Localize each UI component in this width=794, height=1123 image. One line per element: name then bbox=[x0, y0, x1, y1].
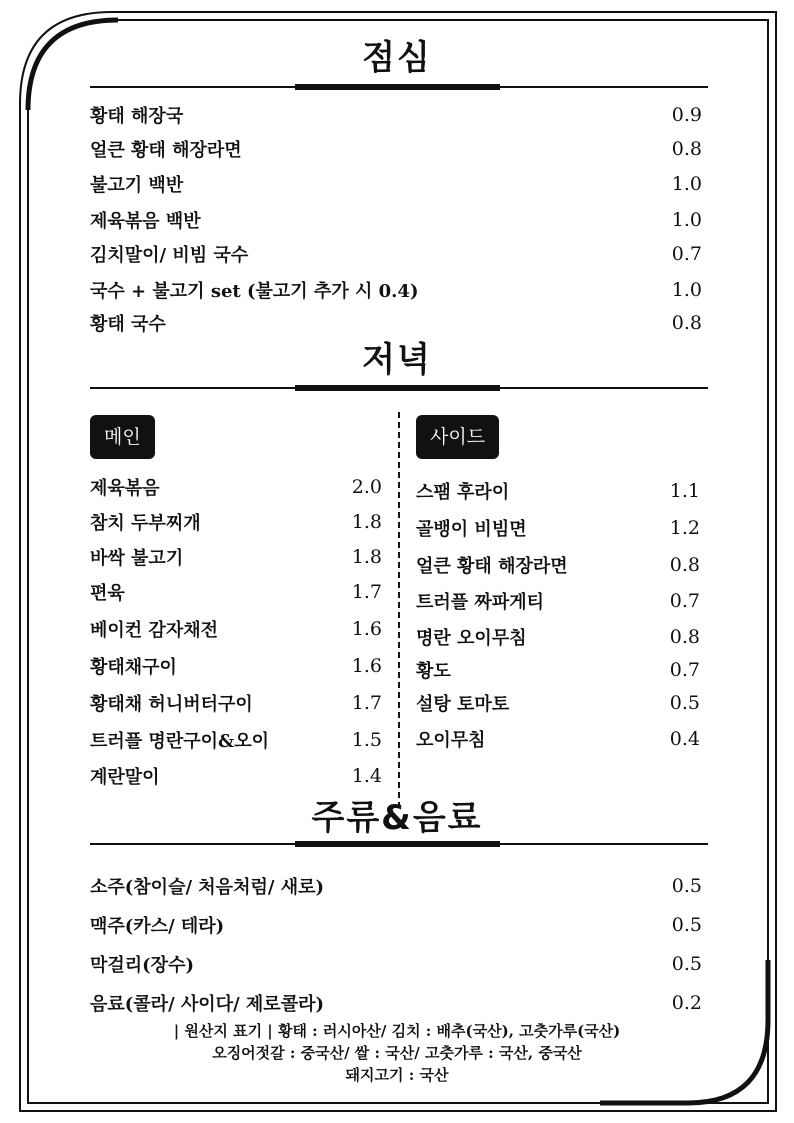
menu-item bbox=[90, 652, 382, 680]
item-price: 0.5 bbox=[671, 914, 702, 936]
menu-item bbox=[90, 872, 702, 900]
item-price: 0.4 bbox=[669, 728, 700, 750]
item-price: 0.8 bbox=[671, 138, 702, 160]
item-name: 황태 해장국 bbox=[90, 106, 184, 127]
menu-item bbox=[90, 689, 382, 717]
item-name: 황태 국수 bbox=[90, 314, 166, 335]
column-divider bbox=[398, 412, 400, 808]
dinner-title: 저녁 bbox=[362, 340, 432, 380]
menu-item bbox=[90, 473, 382, 501]
menu-item bbox=[90, 578, 382, 606]
main-category-label: 메인 bbox=[90, 415, 155, 459]
item-price: 0.8 bbox=[669, 554, 700, 576]
side-category-label: 사이드 bbox=[416, 415, 499, 459]
origin-notes bbox=[0, 1020, 794, 1086]
menu-item bbox=[416, 623, 700, 651]
item-name: 트러플 짜파게티 bbox=[416, 592, 544, 613]
item-price: 0.8 bbox=[669, 626, 700, 648]
item-name: 오이무침 bbox=[416, 730, 486, 751]
item-name: 트러플 명란구이&오이 bbox=[90, 731, 270, 752]
item-price: 1.1 bbox=[669, 480, 700, 502]
menu-item bbox=[90, 543, 382, 571]
item-name: 불고기 백반 bbox=[90, 175, 184, 196]
item-price: 0.5 bbox=[671, 875, 702, 897]
item-price: 0.2 bbox=[671, 992, 702, 1014]
item-price: 1.7 bbox=[351, 581, 382, 603]
item-name: 골뱅이 비빔면 bbox=[416, 519, 527, 540]
item-price: 1.2 bbox=[669, 517, 700, 539]
menu-item bbox=[90, 950, 702, 978]
menu-item bbox=[90, 309, 702, 337]
item-price: 0.7 bbox=[669, 590, 700, 612]
menu-item bbox=[416, 689, 700, 717]
menu-item bbox=[90, 989, 702, 1017]
menu-item bbox=[416, 656, 700, 684]
menu-item bbox=[90, 615, 382, 643]
menu-item bbox=[90, 170, 702, 198]
item-price: 1.6 bbox=[351, 655, 382, 677]
item-name: 스팸 후라이 bbox=[416, 482, 510, 503]
item-price: 1.0 bbox=[671, 279, 702, 301]
menu-item bbox=[90, 206, 702, 234]
dinner-title-rule bbox=[90, 387, 708, 389]
item-name: 소주(참이슬/ 처음처럼/ 새로) bbox=[90, 877, 324, 898]
menu-item bbox=[90, 726, 382, 754]
item-name: 막걸리(장수) bbox=[90, 955, 194, 976]
origin-note-line: | 원산지 표기 | 황태 : 러시아산/ 김치 : 배추(국산), 고춧가루(국산) bbox=[173, 1022, 621, 1040]
origin-note-line: 오징어젓갈 : 중국산/ 쌀 : 국산/ 고춧가루 : 국산, 중국산 bbox=[212, 1044, 582, 1062]
menu-item bbox=[90, 101, 702, 129]
item-price: 0.5 bbox=[671, 953, 702, 975]
menu-item bbox=[416, 587, 700, 615]
item-price: 1.7 bbox=[351, 692, 382, 714]
item-price: 1.8 bbox=[351, 511, 382, 533]
item-name: 황태채구이 bbox=[90, 657, 177, 678]
origin-note-line: 돼지고기 : 국산 bbox=[345, 1066, 449, 1084]
menu-item bbox=[416, 551, 700, 579]
menu-item bbox=[416, 514, 700, 542]
item-price: 0.7 bbox=[669, 659, 700, 681]
item-name: 명란 오이무침 bbox=[416, 628, 527, 649]
item-price: 1.8 bbox=[351, 546, 382, 568]
item-name: 맥주(카스/ 테라) bbox=[90, 916, 225, 937]
item-name: 황도 bbox=[416, 661, 451, 682]
item-name: 제육볶음 백반 bbox=[90, 211, 201, 232]
item-name: 음료(콜라/ 사이다/ 제로콜라) bbox=[90, 994, 324, 1015]
drinks-title-rule bbox=[90, 843, 708, 845]
menu-item bbox=[416, 725, 700, 753]
menu-item bbox=[90, 276, 702, 304]
item-price: 1.4 bbox=[351, 765, 382, 787]
item-price: 1.6 bbox=[351, 618, 382, 640]
item-price: 1.0 bbox=[671, 173, 702, 195]
item-price: 0.9 bbox=[671, 104, 702, 126]
item-name: 편육 bbox=[90, 583, 125, 604]
lunch-title-rule bbox=[90, 86, 708, 88]
menu-item bbox=[90, 762, 382, 790]
item-name: 국수 + 불고기 set (불고기 추가 시 0.4) bbox=[90, 281, 419, 302]
item-name: 설탕 토마토 bbox=[416, 694, 510, 715]
menu-item bbox=[90, 911, 702, 939]
item-price: 1.0 bbox=[671, 209, 702, 231]
menu-item bbox=[90, 135, 702, 163]
drinks-title: 주류&음료 bbox=[311, 798, 483, 838]
item-name: 황태채 허니버터구이 bbox=[90, 694, 253, 715]
lunch-title: 점심 bbox=[362, 38, 432, 78]
item-price: 0.5 bbox=[669, 692, 700, 714]
item-name: 제육볶음 bbox=[90, 478, 160, 499]
item-name: 바싹 불고기 bbox=[90, 548, 184, 569]
menu-item bbox=[90, 508, 382, 536]
item-name: 얼큰 황태 해장라면 bbox=[416, 556, 568, 577]
item-price: 0.7 bbox=[671, 243, 702, 265]
item-name: 얼큰 황태 해장라면 bbox=[90, 140, 242, 161]
item-name: 김치말이/ 비빔 국수 bbox=[90, 245, 249, 266]
item-name: 계란말이 bbox=[90, 767, 160, 788]
item-name: 베이컨 감자채전 bbox=[90, 620, 218, 641]
item-price: 1.5 bbox=[351, 729, 382, 751]
item-name: 참치 두부찌개 bbox=[90, 513, 201, 534]
menu-item bbox=[90, 240, 702, 268]
item-price: 2.0 bbox=[351, 476, 382, 498]
menu-item bbox=[416, 477, 700, 505]
item-price: 0.8 bbox=[671, 312, 702, 334]
